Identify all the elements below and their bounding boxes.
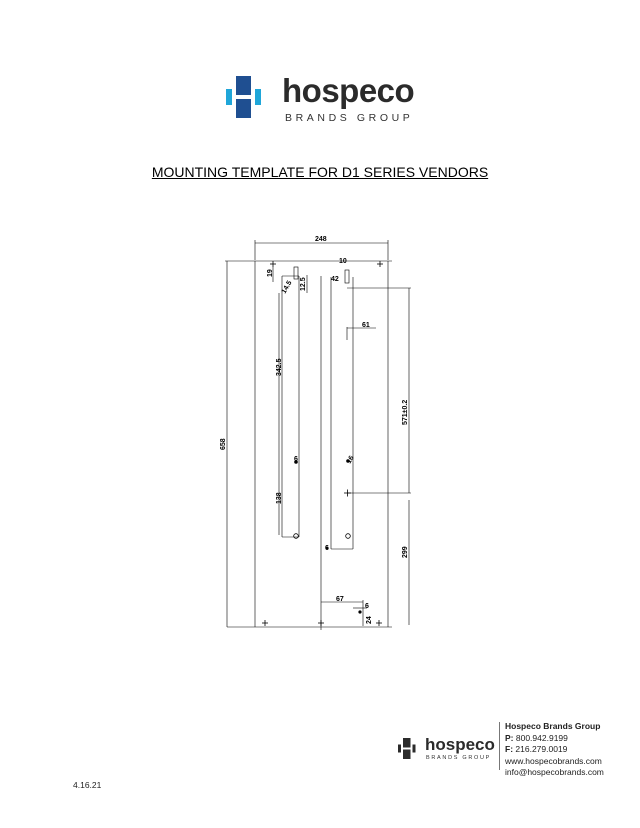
dim-label-299: 299 [402,546,409,558]
hole-markers [262,261,383,626]
page-title: MOUNTING TEMPLATE FOR D1 SERIES VENDORS [151,164,489,180]
dim-label-12-5: 12.5 [300,277,307,291]
contact-email[interactable]: info@hospecobrands.com [505,767,604,777]
document-date: 4.16.21 [73,780,102,790]
dimension-248 [255,240,388,260]
dim-label-248: 248 [315,236,327,243]
dim-label-571: 571±0.2 [402,399,409,425]
dim-label-14-5: 14.5 [280,279,294,295]
contact-block [505,721,604,779]
right-slot [331,270,411,625]
dim-label-16: 16 [345,454,356,465]
footer-logo-mark-icon [398,738,420,759]
dim-label-658: 658 [220,438,227,450]
dim-label-42: 42 [331,276,339,283]
dim-label-10: 10 [339,258,347,265]
vendor-outline [225,261,392,627]
dim-label-342-5: 342.5 [276,358,283,376]
hospeco-logo [226,72,416,126]
dim-label-6b: 6 [325,545,329,552]
contact-website[interactable]: www.hospecobrands.com [505,755,602,766]
footer-divider [499,722,500,770]
logo-wordmark: hospeco [282,72,415,109]
dim-label-61: 61 [362,322,370,329]
dim-label-67: 67 [336,596,344,603]
contact-phone: P: 800.942.9199 [505,732,568,743]
logo-tagline: BRANDS GROUP [285,112,414,124]
footer-logo-tagline: BRANDS GROUP [426,755,492,761]
dim-label-19: 19 [267,269,274,277]
dim-label-24: 24 [366,616,373,624]
mounting-template-drawing [215,230,415,640]
footer-logo-wordmark: hospeco [425,735,495,754]
dim-label-138: 138 [276,492,283,504]
contact-fax: F: 216.279.0019 [505,744,568,754]
hospeco-logo-mark-icon [226,76,270,118]
footer-hospeco-logo [398,737,496,765]
dimension-labels [220,236,409,624]
contact-company: Hospeco Brands Group [505,721,601,731]
dim-label-6c: 6 [365,603,369,610]
dim-label-6a: 6 [294,456,298,463]
